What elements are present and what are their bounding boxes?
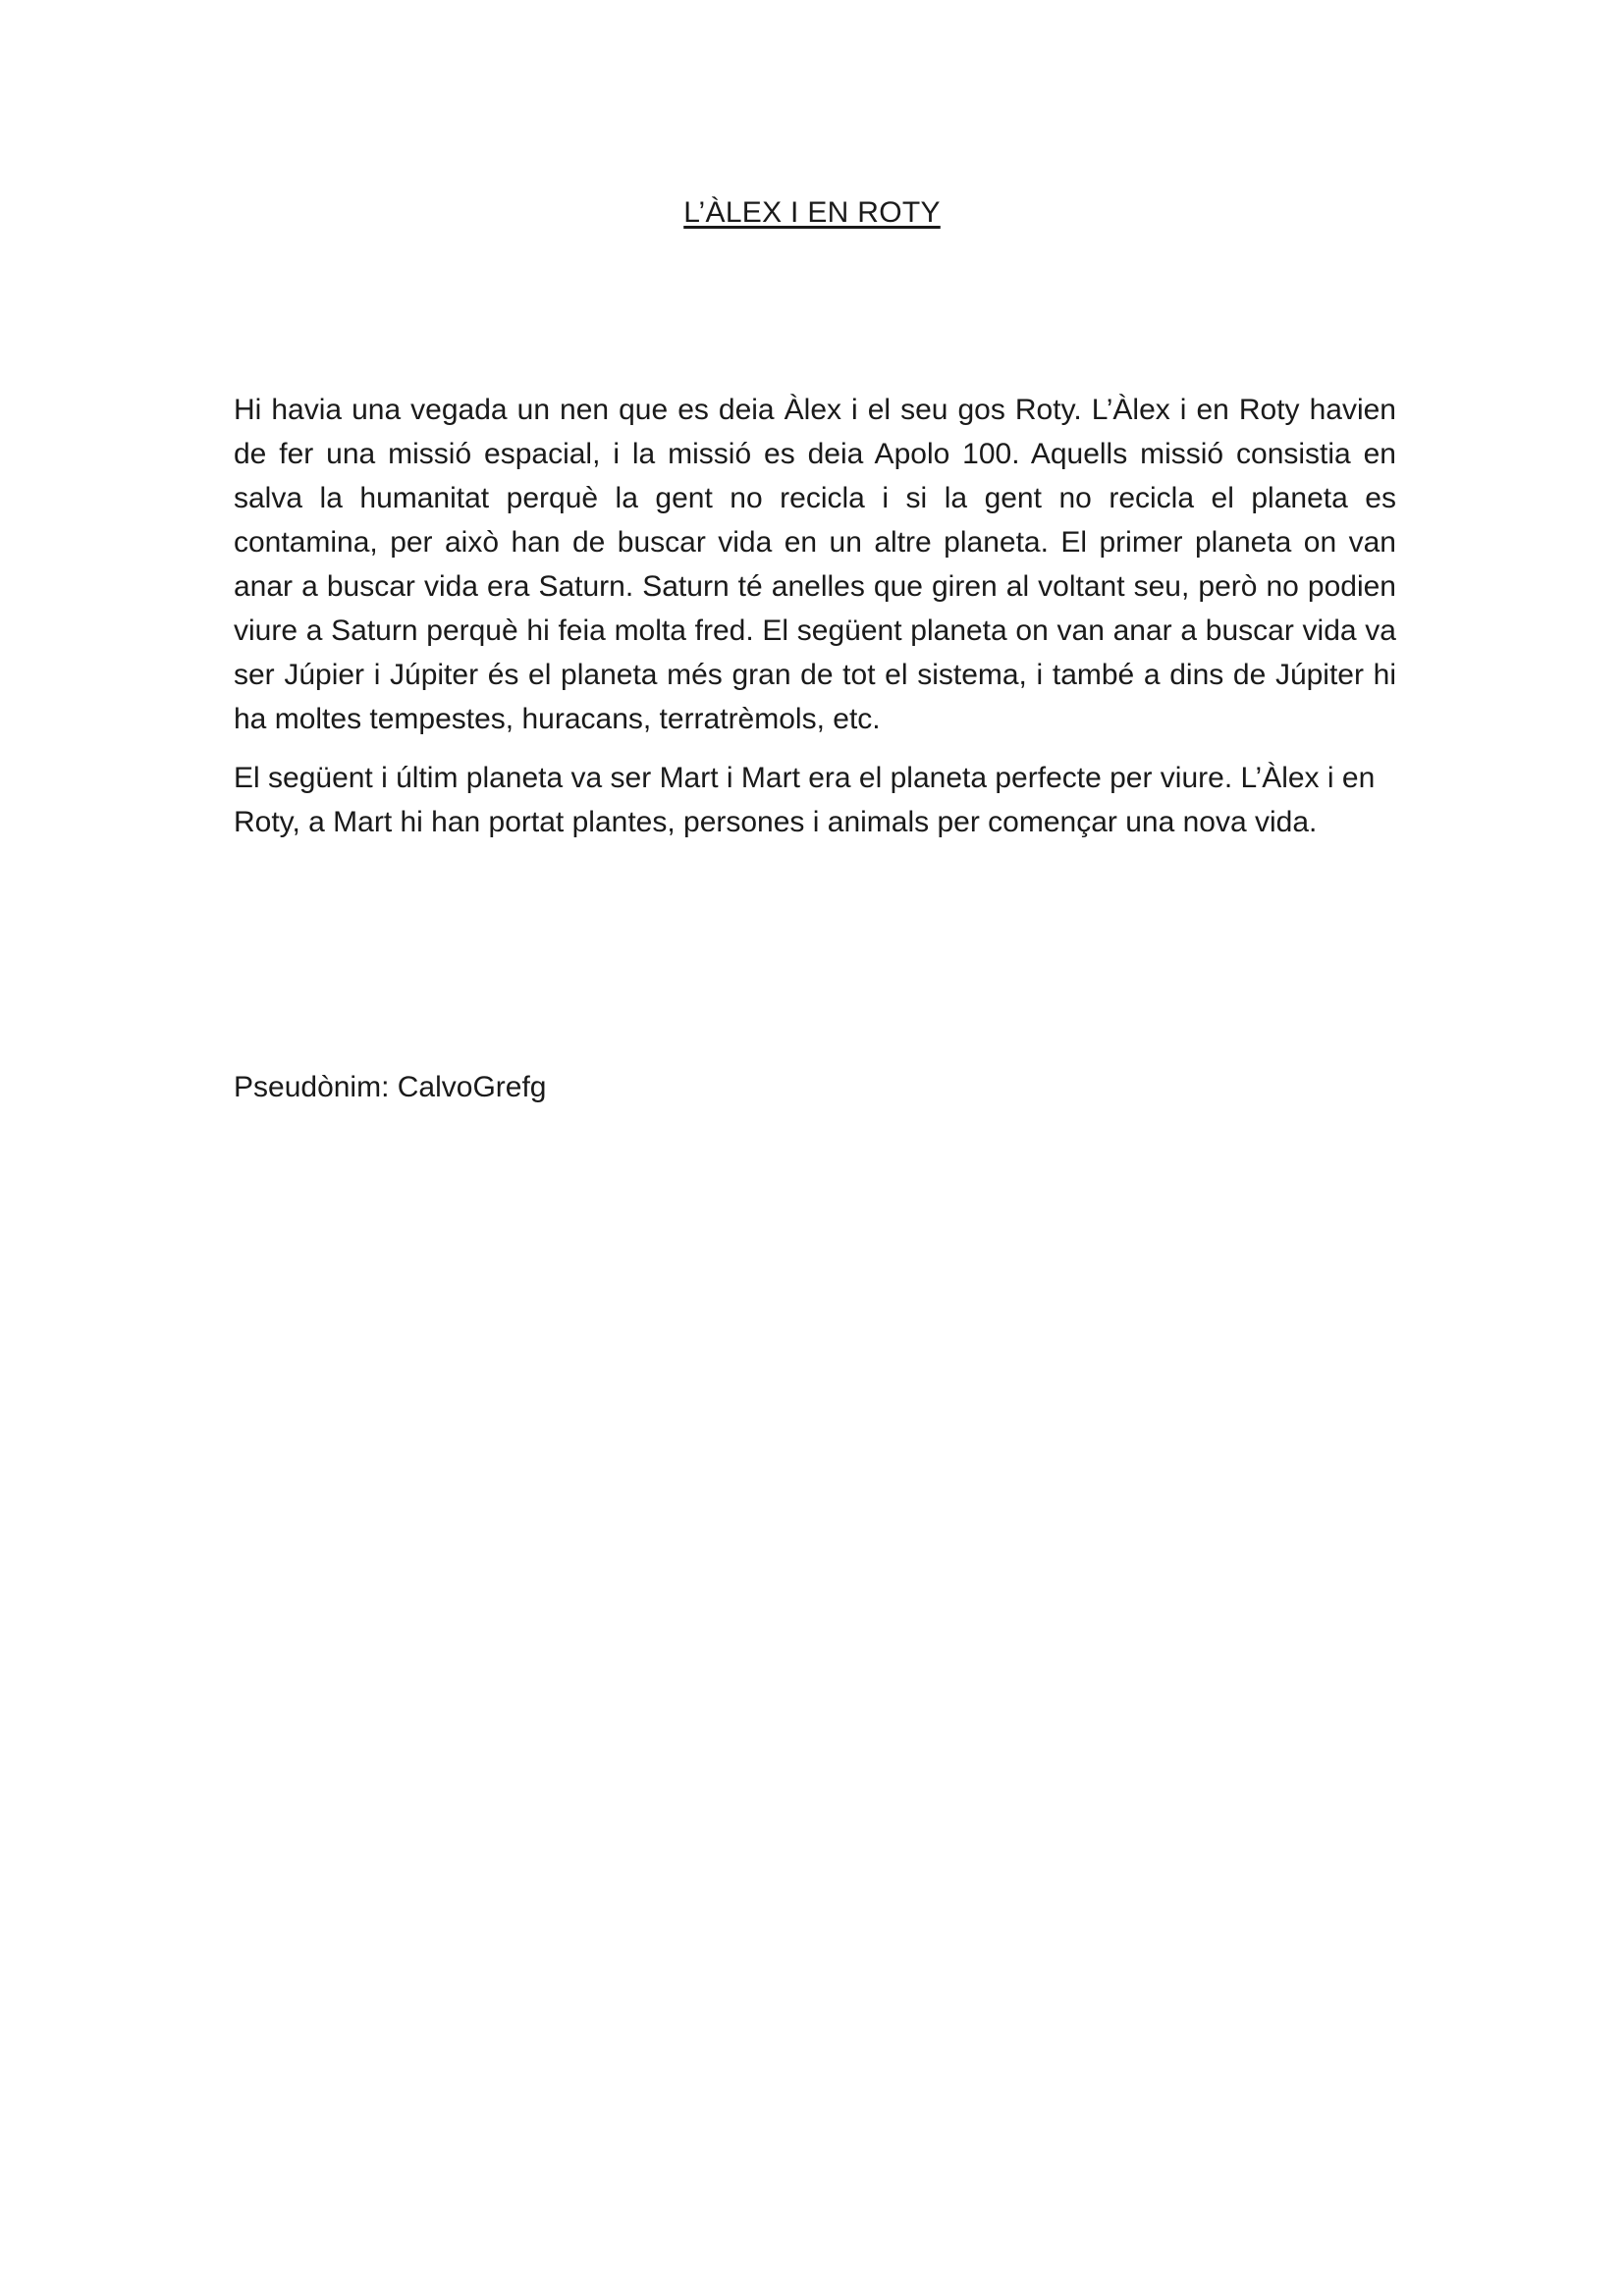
story-paragraph-2: El següent i últim planeta va ser Mart i Mart era el planeta perfecte per viure. L’Àlex i en Roty, a Mart hi han portat plantes, persones i animals per començar una nova vida. — [234, 762, 1376, 838]
story-paragraph-1: Hi havia una vegada un nen que es deia Àlex i el seu gos Roty. L’Àlex i en Roty havien de fer una missió espacial, i la missió es deia Apolo 100. Aquells missió consistia en salva la humanitat perquè la gent no recicla i si la gent no recicla el planeta es contamina, per això han de buscar vida en un altre planeta. El primer planeta on van anar a buscar vida era Saturn. Saturn té anelles que giren al voltant seu, però no podien viure a Saturn perquè hi feia molta fred. El següent planeta on van anar a buscar vida va ser Júpier i Júpiter és el planeta més gran de tot el sistema, i també a dins de Júpiter hi ha moltes tempestes, huracans, terratrèmols, etc. — [234, 394, 1396, 735]
document-title: L’ÀLEX I EN ROTY — [683, 196, 941, 229]
pseudonym-signature: Pseudònim: CalvoGrefg — [234, 1071, 547, 1103]
